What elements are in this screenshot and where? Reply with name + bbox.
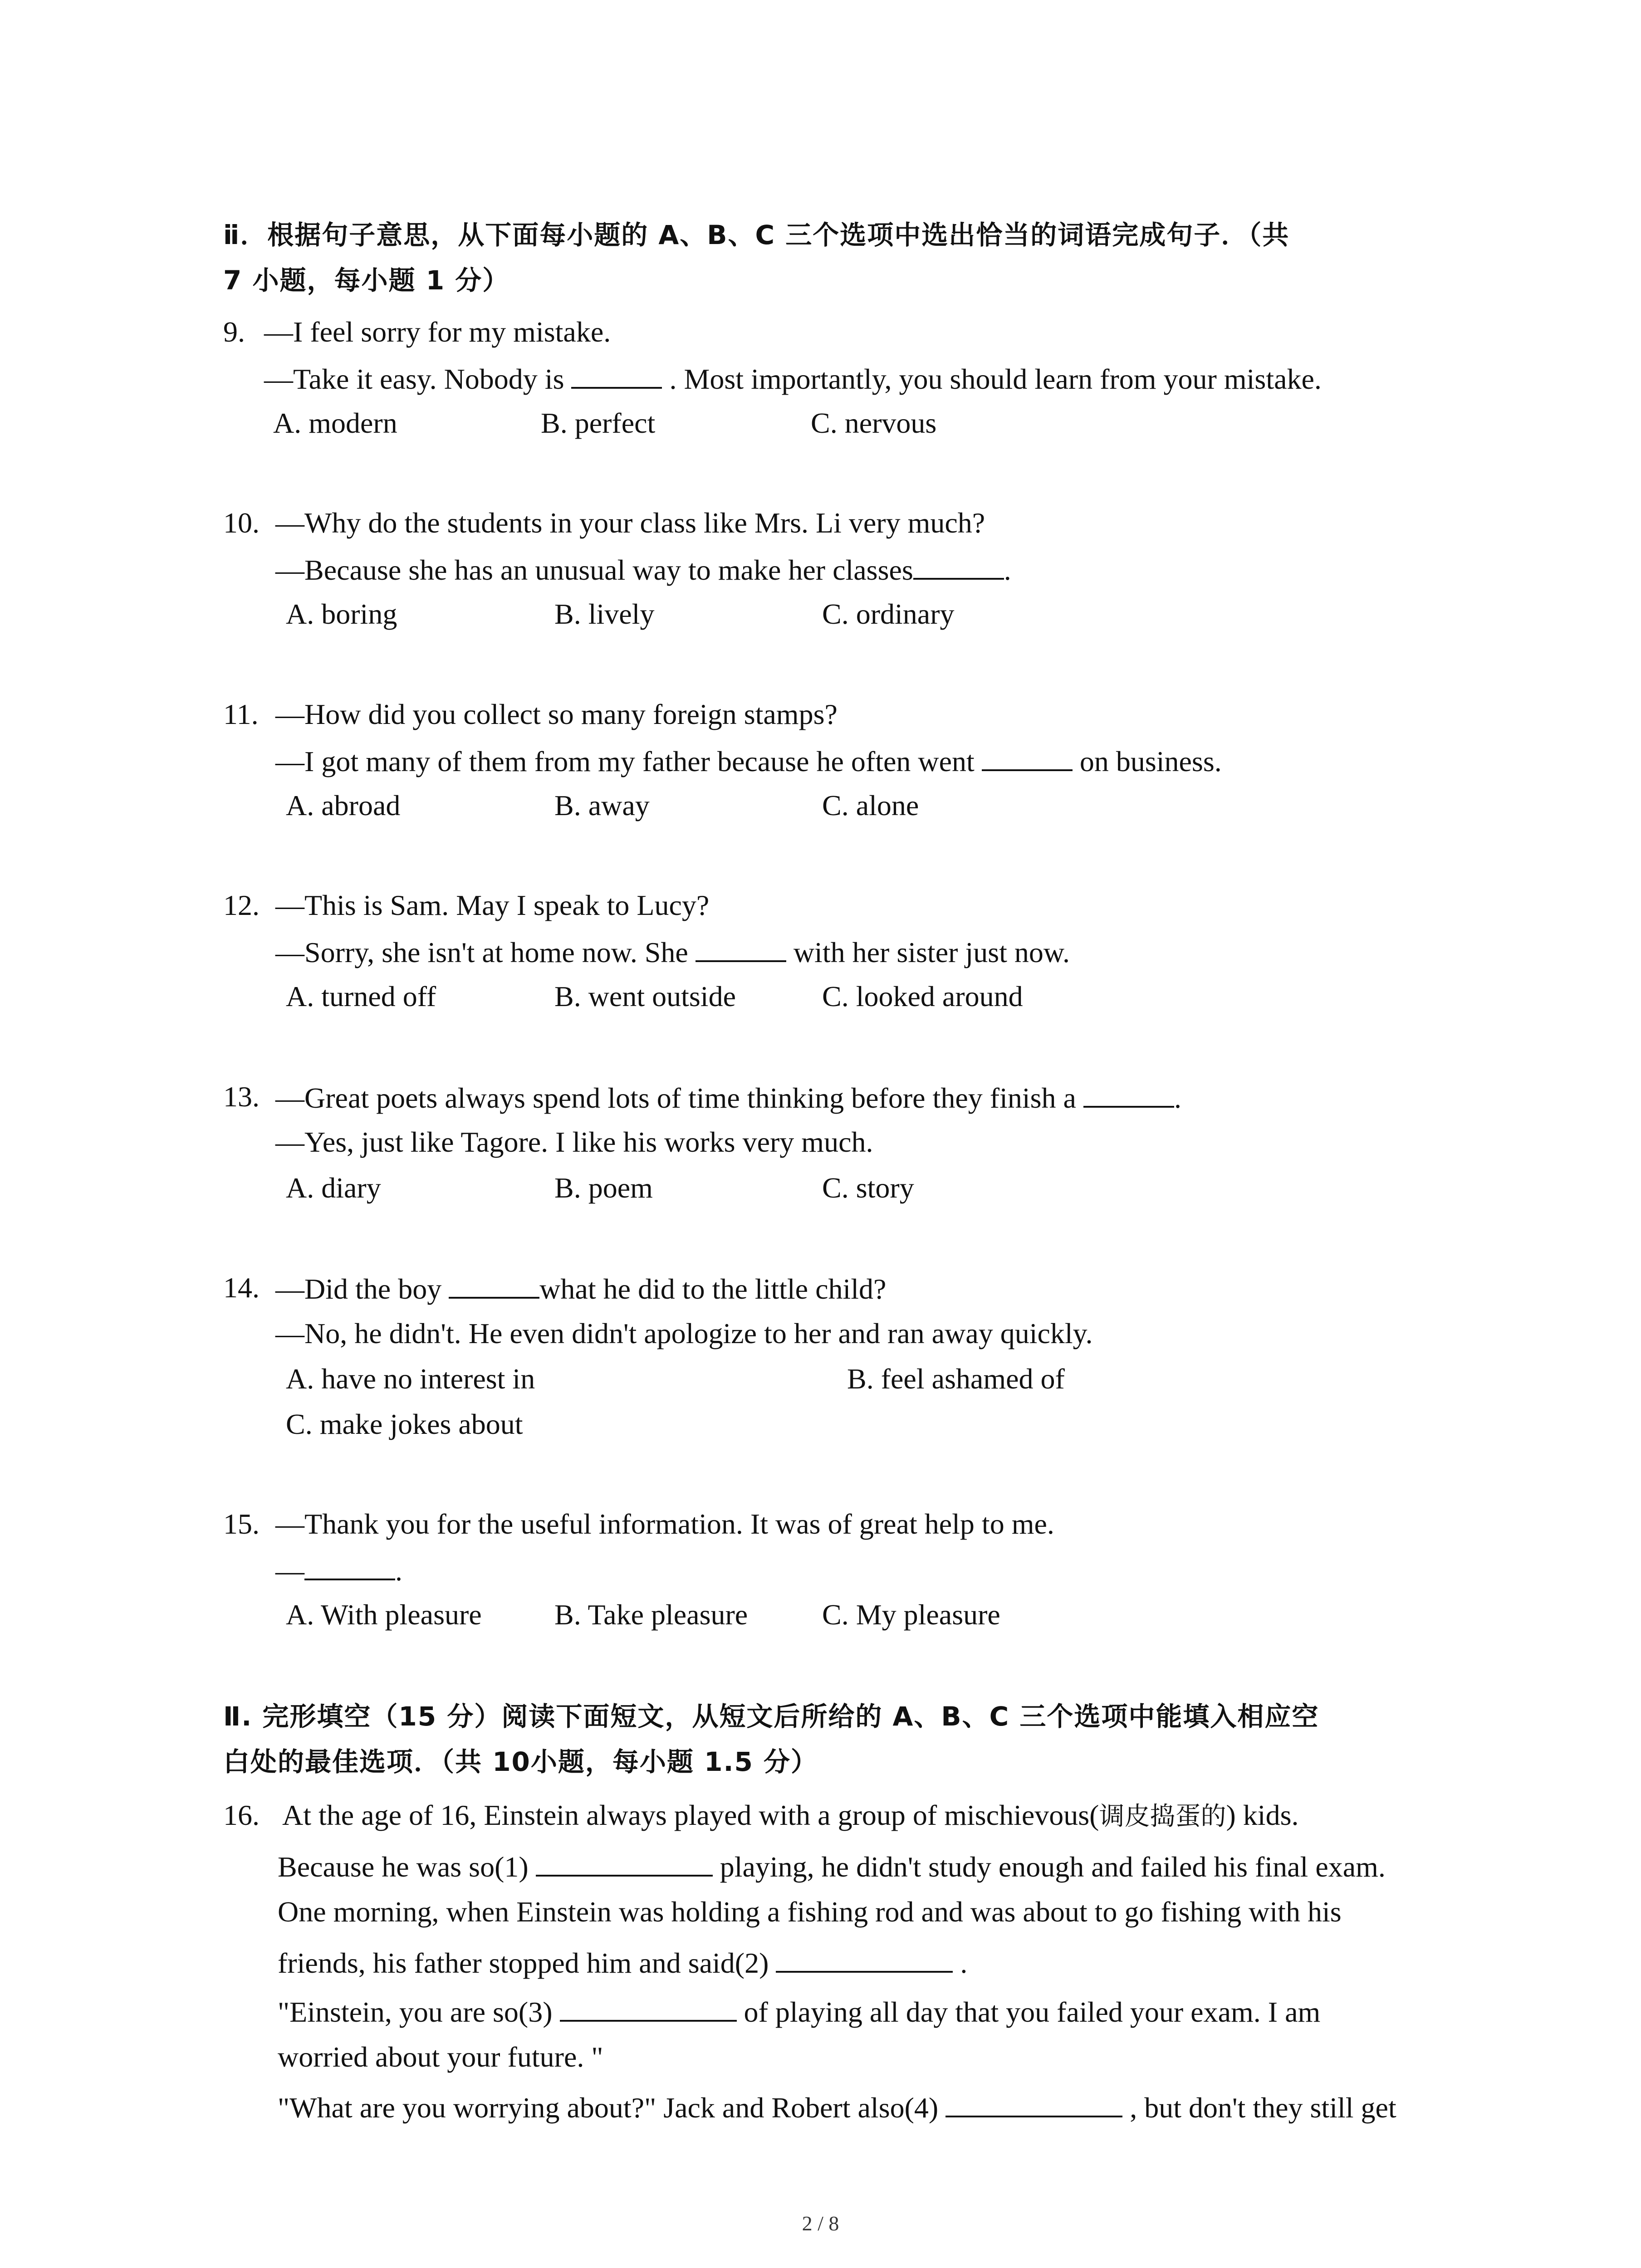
question-number: 11. [223,698,259,730]
response-text: — [275,1554,304,1587]
question-response [275,933,1070,971]
option-c[interactable]: C. ordinary [822,598,955,630]
passage-text: Because he was so(1) [278,1851,529,1883]
question-prompt: —This is Sam. May I speak to Lucy? [275,889,710,921]
passage-text: "Einstein, you are so(3) [278,1996,553,2028]
option-b[interactable]: B. perfect [541,407,656,439]
answer-blank[interactable] [982,742,1073,771]
question-number: 13. [223,1080,260,1113]
section-heading-cont: 7 小题，每小题 1 分） [223,265,510,296]
answer-blank[interactable] [536,1848,713,1877]
response-text: . Most importantly, you should learn from your mistake. [669,363,1322,395]
option-c[interactable]: C. My pleasure [822,1598,1000,1631]
question-prompt [275,1270,886,1307]
passage-text: ) kids. [1226,1799,1299,1831]
passage-line [278,1993,1320,2030]
passage-gloss: 调皮捣蛋的 [1099,1802,1226,1831]
option-c[interactable]: C. make jokes about [286,1408,523,1440]
question-number: 10. [223,507,260,539]
question-response: —No, he didn't. He even didn't apologize to her and ran away quickly. [275,1317,1093,1349]
answer-blank[interactable] [945,2088,1122,2117]
answer-blank[interactable] [449,1270,539,1299]
option-a[interactable]: A. abroad [286,789,401,821]
response-text: —Sorry, she isn't at home now. She [275,936,688,968]
question-response: —Yes, just like Tagore. I like his works very much. [275,1126,873,1158]
response-text: on business. [1079,745,1222,777]
response-text: —Because she has an unusual way to make her classes [275,554,913,586]
passage-text: , but don't they still get [1130,2092,1396,2124]
passage-line [278,1848,1386,1885]
answer-blank[interactable] [696,933,786,962]
passage-text: . [960,1947,968,1979]
option-a[interactable]: A. modern [273,407,397,439]
question-number: 15. [223,1508,260,1540]
question-number: 14. [223,1271,260,1304]
question-response [275,551,1011,588]
option-c[interactable]: C. looked around [822,980,1023,1012]
question-response [264,360,1322,397]
question-number: 16. [223,1799,260,1831]
option-b[interactable]: B. Take pleasure [554,1598,748,1631]
answer-blank[interactable] [1083,1079,1174,1108]
response-text: . [1004,554,1011,586]
prompt-text: —Did the boy [275,1273,442,1305]
answer-blank[interactable] [571,360,662,389]
option-b[interactable]: B. went outside [554,980,736,1012]
option-a[interactable]: A. turned off [286,980,436,1012]
passage-line [278,2088,1396,2126]
answer-blank[interactable] [776,1944,953,1973]
option-a[interactable]: A. boring [286,598,397,630]
option-b[interactable]: B. feel ashamed of [847,1363,1065,1395]
prompt-text: what he did to the little child? [539,1273,887,1305]
answer-blank[interactable] [913,551,1004,580]
option-a[interactable]: A. With pleasure [286,1598,482,1631]
prompt-text: . [1174,1082,1181,1114]
option-c[interactable]: C. story [822,1172,914,1204]
question-prompt: —Thank you for the useful information. It was of great help to me. [275,1508,1054,1540]
response-text: —Take it easy. Nobody is [264,363,564,395]
question-number: 12. [223,889,260,921]
option-a[interactable]: A. have no interest in [286,1363,535,1395]
passage-line: worried about your future. " [278,2041,603,2073]
question-number: 9. [223,316,245,348]
response-text: . [395,1554,402,1587]
question-prompt: —I feel sorry for my mistake. [264,316,611,348]
option-b[interactable]: B. poem [554,1172,653,1204]
section-heading: ⅱ．根据句子意思，从下面每小题的 A、B、C 三个选项中选出恰当的词语完成句子．（共 [223,220,1290,250]
passage-text: playing, he didn't study enough and failed his final exam. [720,1851,1386,1883]
response-text: with her sister just now. [793,936,1070,968]
passage-text: At the age of 16, Einstein always played with a group of mischievous( [282,1799,1099,1831]
page-number: 2 / 8 [802,2212,839,2235]
question-response [275,1551,402,1589]
passage-line: One morning, when Einstein was holding a fishing rod and was about to go fishing with his [278,1896,1342,1928]
response-text: —I got many of them from my father because he often went [275,745,975,777]
option-b[interactable]: B. lively [554,598,655,630]
option-c[interactable]: C. nervous [811,407,937,439]
answer-blank[interactable] [560,1993,737,2022]
passage-line [282,1797,1298,1835]
question-prompt: —Why do the students in your class like Mrs. Li very much? [275,507,985,539]
question-prompt: —How did you collect so many foreign stamps? [275,698,838,730]
section-heading-cont: 白处的最佳选项．（共 10小题，每小题 1.5 分） [223,1746,818,1777]
option-a[interactable]: A. diary [286,1172,381,1204]
answer-blank[interactable] [304,1551,395,1580]
section-heading: Ⅱ. 完形填空（15 分）阅读下面短文，从短文后所给的 A、B、C 三个选项中能填入相应空 [223,1701,1319,1732]
passage-text: of playing all day that you failed your exam. I am [744,1996,1321,2028]
option-b[interactable]: B. away [554,789,650,821]
passage-text: "What are you worrying about?" Jack and Robert also(4) [278,2092,939,2124]
option-c[interactable]: C. alone [822,789,919,821]
prompt-text: —Great poets always spend lots of time thinking before they finish a [275,1082,1076,1114]
passage-line [278,1944,967,1981]
passage-text: friends, his father stopped him and said(2) [278,1947,769,1979]
question-prompt [275,1079,1181,1116]
question-response [275,742,1222,780]
